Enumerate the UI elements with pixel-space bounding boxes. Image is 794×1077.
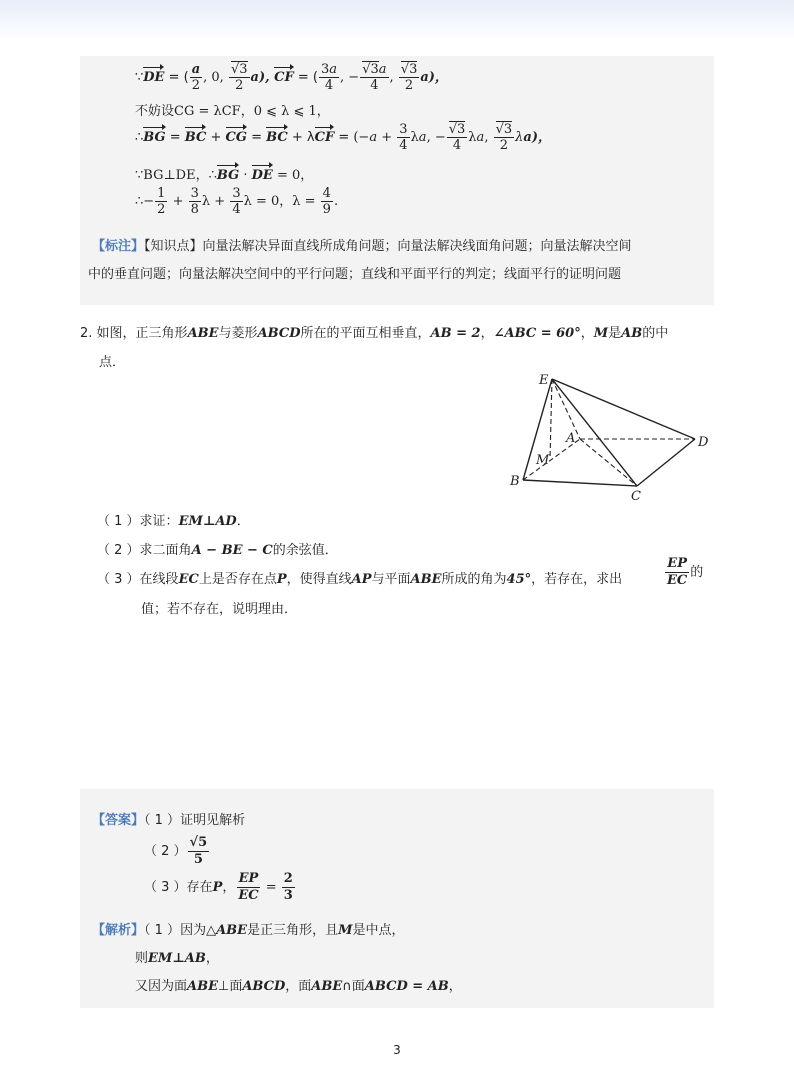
page-number: 3 [393,1043,401,1057]
question-number: （ 1 ） [97,514,140,529]
problem-text: ， [580,326,594,341]
solution-line-5: ∴− $\frac{1}{2}$ + $\frac{3}{8}$ λ + $\frac{3}{4}$ λ = 0，λ = $\frac{4}{9}$ . [135,186,339,217]
answer-number: （ 1 ） [144,813,181,828]
fraction-two-thirds [282,871,295,904]
analysis-line-2 [135,947,219,966]
fraction-denominator: EC [238,888,259,903]
equals-text: = [334,130,354,145]
question-text: 值；若不存在，说明理由． [141,602,298,617]
analysis-text: 是中点， [352,923,405,938]
analysis-text: 因为 [180,923,207,938]
since-symbol: ∵ [135,70,144,85]
edge-ec [552,379,637,486]
annotation-text: 【知识点】向量法解决异面直线所成角问题；向量法解决线面角问题；向量法解决空间 [144,239,632,254]
fraction-numerator: 2 [283,871,293,886]
fraction-ep-ec [665,556,689,589]
question-3-fraction [664,556,703,589]
math-text: A − BE − C [191,543,273,558]
solution-line-2 [135,100,330,119]
problem-text: 与菱形 [218,326,258,341]
fraction-denominator: 5 [193,852,203,867]
math-text: ABCD [242,979,286,994]
question-text: 求证： [139,514,179,529]
solution-text: ∵BG⊥DE，∴ [135,168,217,183]
question-text: 与平面 [371,572,411,587]
math-text: ABE [187,326,219,341]
answer-text: 存在 [186,880,213,895]
vector-tail: a)， [420,70,448,85]
answer-line-3 [144,871,296,904]
problem-text: 所在的平面互相垂直， [300,326,431,341]
fraction: $\frac{√3}{2}$ [400,62,418,93]
fraction-denominator: 3 [283,888,293,903]
question-text: 的 [690,565,704,580]
label-e: E [539,373,549,388]
question-text: ，若存在，求出 [531,572,623,587]
label-a: A [566,431,576,446]
annotation-line-2 [88,263,621,282]
problem-text: ， [480,326,494,341]
fraction: $\frac{3}{4}$ [232,186,241,217]
fraction: $\frac{3a}{4}$ [320,62,338,93]
analysis-line-3 [135,975,462,994]
answer-label: 【答案】 [92,813,145,828]
fraction: $\frac{4}{9}$ [322,186,331,217]
math-text: △ABE [206,923,248,938]
fraction: $\frac{√3a}{4}$ [362,62,387,93]
vector-bc: BC [266,130,288,145]
label-d: D [698,435,709,450]
fraction: $\frac{√3}{2}$ [495,122,513,153]
label-b: B [510,474,520,489]
analysis-text: 是正三角形，且 [247,923,339,938]
problem-text: 点． [99,355,126,370]
question-1 [97,510,250,529]
analysis-text: ，面 [285,979,312,994]
problem-text: 是 [608,326,622,341]
fraction-numerator: √5 [189,835,208,850]
math-text: EM⊥AD [178,514,237,529]
therefore-symbol: ∴ [135,130,144,145]
edge-ed [552,379,695,439]
fraction: $\frac{a}{2}$ [191,62,201,93]
annotation-line-1 [92,235,632,254]
math-text: ABCD [257,326,301,341]
analysis-text: ∩面 [342,979,365,994]
vector-bg: BG [216,168,240,183]
question-3-line-2 [141,598,297,617]
solution-text: 不妨设CG = λCF，0 ⩽ λ ⩽ 1， [135,104,330,119]
fraction: $\frac{√3}{2}$ [230,62,248,93]
edge-cd [637,439,695,486]
math-text: ABE [311,979,343,994]
math-text: EC [178,572,199,587]
analysis-text: ， [448,979,462,994]
math-text: ABCD = AB [364,979,449,994]
vector-tail: a), [250,70,275,85]
equals-text: = ( [293,70,318,85]
math-text: M [338,923,353,938]
solution-box [80,56,714,305]
analysis-label: 【解析】 [92,923,145,938]
fraction-numerator: EP [667,556,687,571]
answer-text: 证明见解析 [180,813,246,828]
annotation-text: 中的垂直问题；向量法解决空间中的平行问题；直线和平面平行的判定；线面平行的证明问题 [88,267,622,282]
fraction-numerator: EP [238,871,259,886]
vector-cf: CF [274,70,294,85]
solution-line-1: ∵DE = ( $\frac{a}{2}$ , 0, $\frac{√3}{2}$ a), CF = ( $\frac{3a}{4}$ , − $\frac{√3a}{4}$ , $\frac{√3}{2}$ a)， [135,62,448,93]
question-text: ． [236,514,250,529]
label-m: M [536,453,550,468]
question-text: 所成的角为 [441,572,507,587]
answer-line-1 [92,809,245,828]
question-text: ，使得直线 [286,572,352,587]
vector-bc: BC [184,130,207,145]
math-text: ABE [187,979,218,994]
math-text: P [276,572,287,587]
math-text: M [593,326,609,341]
answer-number: （ 2 ） [144,844,187,859]
solution-text: λ = 0，λ = [243,194,320,209]
label-c: C [631,489,641,504]
solution-line-4: ∵BG⊥DE，∴BG · DE = 0， [135,168,314,183]
fraction-ep-ec [236,871,260,904]
analysis-text: 则 [135,951,149,966]
fraction: $\frac{1}{2}$ [157,186,166,217]
analysis-number: （ 1 ） [144,923,181,938]
equals-text: = [261,880,281,895]
problem-text: 的中 [642,326,669,341]
analysis-text: 又因为面 [135,979,188,994]
problem-number: 2. [80,326,93,341]
page-header-band [0,0,794,40]
equals-text: = ( [164,70,189,85]
answer-box [80,789,714,1008]
math-text: ∠ABC = 60° [493,326,581,341]
math-text: AP [351,572,372,587]
vector-tail: a)， [523,130,551,145]
vector-cf: CF [314,130,335,145]
vector-de: DE [143,70,165,85]
question-text: 求二面角 [139,543,192,558]
annotation-label: 【标注】 [92,239,145,254]
fraction: $\frac{3}{8}$ [190,186,199,217]
answer-number: （ 3 ） [144,880,187,895]
edge-em [550,379,552,459]
fraction: $\frac{3}{4}$ [399,122,408,153]
question-number: （ 3 ） [97,572,140,587]
solution-line-3: ∴BG = BC + CG = BC + λCF = (−a + $\frac{3}{4}$ λa, − $\frac{√3}{4}$ λa, $\frac{√3}{2}$ λa)， [135,122,551,153]
question-text: 在线段 [139,572,179,587]
question-3 [97,568,622,587]
vector-de: DE [251,168,273,183]
problem-text: 如图，正三角形 [96,326,188,341]
geometry-figure [505,370,715,505]
math-text: AB = 2 [430,326,481,341]
answer-line-2 [144,835,210,868]
math-text: ABE [410,572,442,587]
math-text: AB [621,326,643,341]
edge-bc [523,480,637,486]
math-text: P [212,880,223,895]
analysis-text: ⊥面 [218,979,243,994]
analysis-line-1 [92,919,404,938]
question-number: （ 2 ） [97,543,140,558]
question-2 [97,539,338,558]
fraction-denominator: EC [667,573,688,588]
vector-bg: BG [143,130,166,145]
answer-text: ， [222,880,236,895]
edge-ac [580,439,637,486]
math-text: 45° [506,572,532,587]
solution-text: . [333,194,339,209]
analysis-text: ， [205,951,219,966]
math-text: EM⊥AB [148,951,206,966]
problem-line-1 [80,322,668,341]
question-text: 上是否存在点 [198,572,277,587]
question-text: 的余弦值． [272,543,338,558]
fraction: $\frac{√3}{4}$ [448,122,466,153]
vector-cg: CG [225,130,247,145]
fraction-answer-2 [188,835,210,868]
problem-line-2 [99,351,125,370]
solution-text: = 0， [272,168,314,183]
